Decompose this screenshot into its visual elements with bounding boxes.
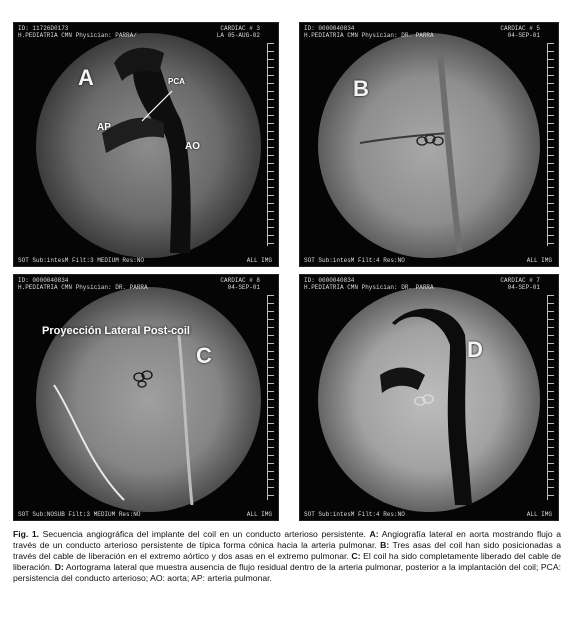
acquisition-settings: SOT Sub:intesM Filt:4 Res:NO xyxy=(304,257,405,264)
acquisition-settings: SOT Sub:NOSUB Filt:3 MEDIUM Res:NO xyxy=(18,511,141,518)
caption-c-label: C: xyxy=(351,551,361,562)
angiogram-drawing xyxy=(14,23,278,266)
panel-letter: C xyxy=(196,343,212,368)
acquisition-settings: SOT Sub:intesM Filt:4 Res:NO xyxy=(304,511,405,518)
caption-a-label: A: xyxy=(369,529,379,539)
angiogram-drawing xyxy=(300,23,558,266)
ao-label: AO xyxy=(185,141,200,152)
panel-letter: A xyxy=(78,65,94,90)
dicom-header xyxy=(18,25,274,39)
caption-c-text: El coil ha sido completamente liberado del cable de liberación. xyxy=(13,551,561,573)
physician-line: H.PEDIATRIA CMN Physician: DR. PARRA xyxy=(18,284,148,291)
caption-b-text: Tres asas del coil han sido posicionadas a través del cable de liberación en el extremo aórtico y dos asas en el extremo pulmonar. xyxy=(13,540,561,562)
caption-d-text: Aortograma lateral que muestra ausencia de flujo residual dentro de la arteria pulmonar, posterior a la implantación del coil; PCA: persistencia del conducto arterioso; AO: aorta; AP: arteria pulmonar. xyxy=(13,562,561,584)
measurement-scale xyxy=(267,295,274,500)
measurement-scale xyxy=(547,43,554,246)
study-date: LA 05-AUG-02 xyxy=(216,32,260,39)
angiography-panel-c xyxy=(13,274,279,521)
patient-id: ID: 0000040834 xyxy=(304,25,355,32)
angiography-panel-a xyxy=(13,22,279,267)
physician-line: H.PEDIATRIA CMN Physician: PARRA/ xyxy=(18,32,137,39)
image-mode: ALL IMG xyxy=(526,511,552,518)
physician-line: H.PEDIATRIA CMN Physician: DR. PARRA xyxy=(304,284,434,291)
acquisition-settings: SOT Sub:intesM Filt:3 MEDIUM Res:NO xyxy=(18,257,145,264)
figure-caption xyxy=(13,529,561,584)
study-date: 04-SEP-01 xyxy=(507,32,540,39)
image-mode: ALL IMG xyxy=(526,257,552,264)
caption-a-text: Angiografía lateral en aorta mostrando flujo a través de un conducto arterioso persistente de típica forma cónica hacia la arteria pulmonar. xyxy=(13,529,561,551)
pca-label: PCA xyxy=(168,77,185,86)
figure-label: Fig. 1. xyxy=(13,529,40,539)
patient-id: ID: 11726D0173 xyxy=(18,25,69,32)
caption-intro: Secuencia angiográfica del implante del coil en un conducto arterioso persistente. xyxy=(39,529,370,539)
panel-letter: D xyxy=(467,337,483,362)
caption-b-label: B: xyxy=(380,540,390,551)
measurement-scale xyxy=(267,43,274,246)
ap-label: AP xyxy=(97,122,111,133)
dicom-footer xyxy=(304,511,554,518)
study-type: CARDIAC # 7 xyxy=(500,277,540,284)
projection-title: Proyección Lateral Post-coil xyxy=(42,325,190,337)
angiogram-drawing xyxy=(300,275,558,520)
physician-line: H.PEDIATRIA CMN Physician: DR. PARRA xyxy=(304,32,434,39)
study-type: CARDIAC # 8 xyxy=(220,277,260,284)
angiography-panel-b xyxy=(299,22,559,267)
panel-letter: B xyxy=(353,76,369,101)
angiogram-drawing xyxy=(14,275,278,520)
angiography-panel-d xyxy=(299,274,559,521)
caption-d-label: D: xyxy=(54,562,64,573)
dicom-header xyxy=(304,25,554,39)
dicom-header xyxy=(18,277,274,291)
dicom-footer xyxy=(18,257,274,264)
dicom-footer xyxy=(18,511,274,518)
measurement-scale xyxy=(547,295,554,500)
study-date: 04-SEP-01 xyxy=(507,284,540,291)
dicom-header xyxy=(304,277,554,291)
study-type: CARDIAC # 3 xyxy=(220,25,260,32)
study-date: 04-SEP-01 xyxy=(227,284,260,291)
image-mode: ALL IMG xyxy=(246,511,272,518)
patient-id: ID: 0000040834 xyxy=(304,277,355,284)
image-mode: ALL IMG xyxy=(246,257,272,264)
patient-id: ID: 0000040834 xyxy=(18,277,69,284)
dicom-footer xyxy=(304,257,554,264)
study-type: CARDIAC # 5 xyxy=(500,25,540,32)
